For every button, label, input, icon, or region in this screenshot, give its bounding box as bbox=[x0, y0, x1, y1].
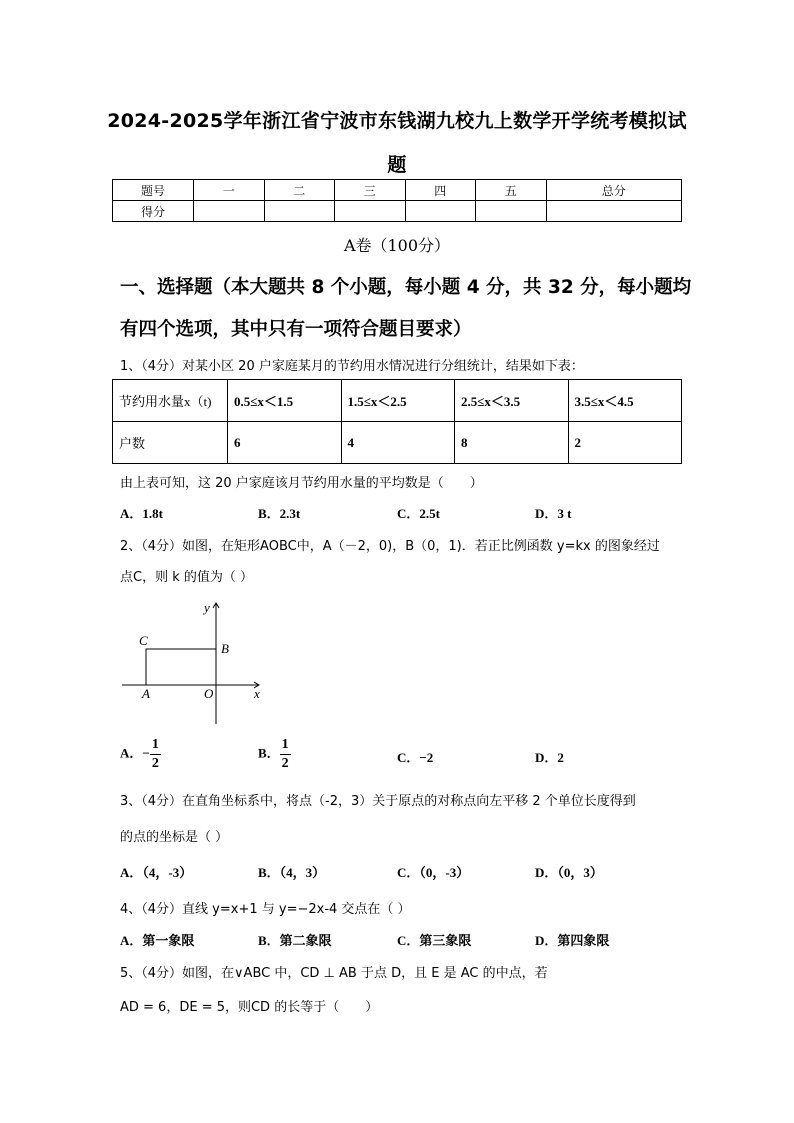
water-table-cell: 0.5≤x＜1.5 bbox=[228, 380, 342, 422]
water-table-cell: 节约用水量x（t) bbox=[113, 380, 228, 422]
q3-stem-line1: 3、（4分）在直角坐标系中，将点（-2，3）关于原点的对称点向左平移 2 个单位长度得到 bbox=[120, 794, 636, 809]
q1-option-c[interactable]: C．2.5t bbox=[397, 506, 440, 521]
score-cell[interactable] bbox=[264, 201, 335, 222]
q2-option-a[interactable] bbox=[120, 736, 161, 773]
water-table-row bbox=[113, 380, 682, 422]
q1-option-d[interactable]: D．3 t bbox=[535, 506, 572, 521]
fraction-numerator: 1 bbox=[150, 736, 161, 755]
score-header-cell: 一 bbox=[194, 180, 265, 201]
exam-title-line1: 2024-2025学年浙江省宁波市东钱湖九校九上数学开学统考模拟试 bbox=[107, 110, 687, 132]
water-table-cell: 2.5≤x＜3.5 bbox=[455, 380, 569, 422]
q1-option-b[interactable]: B．2.3t bbox=[258, 506, 301, 521]
score-cell[interactable] bbox=[476, 201, 547, 222]
water-table-cell: 3.5≤x＜4.5 bbox=[568, 380, 682, 422]
q4-stem: 4、（4分）直线 y=x+1 与 y=−2x-4 交点在（ ） bbox=[120, 902, 411, 917]
minus-sign: − bbox=[142, 745, 150, 761]
water-table-cell: 1.5≤x＜2.5 bbox=[341, 380, 455, 422]
score-table bbox=[112, 179, 682, 222]
water-table-cell: 户数 bbox=[113, 422, 228, 464]
score-cell[interactable] bbox=[335, 201, 406, 222]
q2-option-d[interactable]: D．2 bbox=[535, 750, 564, 765]
score-cell[interactable] bbox=[194, 201, 265, 222]
water-table-cell: 2 bbox=[568, 422, 682, 464]
point-a-label: A bbox=[142, 686, 150, 701]
section-heading-line1: 一、选择题（本大题共 8 个小题，每小题 4 分，共 32 分，每小题均 bbox=[120, 277, 692, 298]
fraction-denominator: 2 bbox=[281, 756, 289, 771]
paper-section-label: A卷（100分） bbox=[343, 236, 451, 255]
score-cell[interactable] bbox=[546, 201, 682, 222]
water-table-cell: 8 bbox=[455, 422, 569, 464]
score-header-cell: 五 bbox=[476, 180, 547, 201]
fraction-denominator: 2 bbox=[151, 756, 159, 771]
section-heading-line2: 有四个选项，其中只有一项符合题目要求） bbox=[120, 319, 472, 340]
q2-option-b-label: B． bbox=[258, 745, 280, 761]
q3-option-b[interactable]: B．（4，3） bbox=[258, 865, 326, 880]
q4-option-c[interactable]: C．第三象限 bbox=[397, 933, 472, 948]
q1-question: 由上表可知，这 20 户家庭该月节约用水量的平均数是（ ） bbox=[120, 476, 483, 491]
score-cell[interactable] bbox=[405, 201, 476, 222]
fraction-one-half bbox=[280, 736, 291, 773]
fraction-numerator: 1 bbox=[280, 736, 291, 755]
score-header-cell: 四 bbox=[405, 180, 476, 201]
q3-option-a[interactable]: A．（4，-3） bbox=[120, 865, 193, 880]
q4-option-d[interactable]: D．第四象限 bbox=[535, 933, 610, 948]
q4-option-a[interactable]: A．第一象限 bbox=[120, 933, 195, 948]
q2-stem-line1: 2、（4分）如图，在矩形AOBC中，A（－2，0)，B（0，1)．若正比例函数 y=kx 的图象经过 bbox=[120, 539, 660, 554]
score-header-cell: 三 bbox=[335, 180, 406, 201]
x-axis-label: x bbox=[254, 686, 260, 701]
q2-option-a-label: A． bbox=[120, 745, 143, 761]
rectangle-coordinate-figure bbox=[118, 598, 268, 728]
score-table-header-row bbox=[113, 180, 682, 201]
origin-label: O bbox=[204, 686, 214, 701]
q5-stem-line2: AD = 6，DE = 5，则CD 的长等于（ ） bbox=[120, 1000, 379, 1015]
score-table-score-row bbox=[113, 201, 682, 222]
water-saving-table bbox=[112, 379, 682, 464]
q2-option-b[interactable] bbox=[258, 736, 291, 773]
q5-stem-line1: 5、（4分）如图，在∨ABC 中，CD ⊥ AB 于点 D，且 E 是 AC 的中点，若 bbox=[120, 966, 548, 981]
score-header-cell: 题号 bbox=[113, 180, 194, 201]
water-table-cell: 4 bbox=[341, 422, 455, 464]
q2-stem-line2: 点C，则 k 的值为（ ） bbox=[120, 570, 254, 585]
q2-option-c[interactable]: C．−2 bbox=[397, 750, 434, 765]
q3-stem-line2: 的点的坐标是（ ） bbox=[120, 830, 229, 845]
q1-option-a[interactable]: A．1.8t bbox=[120, 506, 163, 521]
q3-option-c[interactable]: C．（0，-3） bbox=[397, 865, 470, 880]
point-b-label: B bbox=[221, 641, 229, 656]
score-header-cell: 二 bbox=[264, 180, 335, 201]
q4-option-b[interactable]: B．第二象限 bbox=[258, 933, 332, 948]
q1-stem: 1、（4分）对某小区 20 户家庭某月的节约用水情况进行分组统计，结果如下表： bbox=[120, 359, 584, 374]
point-c-label: C bbox=[139, 633, 148, 648]
water-table-row bbox=[113, 422, 682, 464]
y-axis-label: y bbox=[204, 600, 210, 615]
score-row-label: 得分 bbox=[113, 201, 194, 222]
q3-option-d[interactable]: D．（0，3） bbox=[535, 865, 603, 880]
rectangle-aobc bbox=[146, 649, 216, 685]
score-header-cell: 总分 bbox=[546, 180, 682, 201]
fraction-one-half bbox=[150, 736, 161, 773]
exam-title-line2: 题 bbox=[387, 154, 407, 176]
water-table-cell: 6 bbox=[228, 422, 342, 464]
